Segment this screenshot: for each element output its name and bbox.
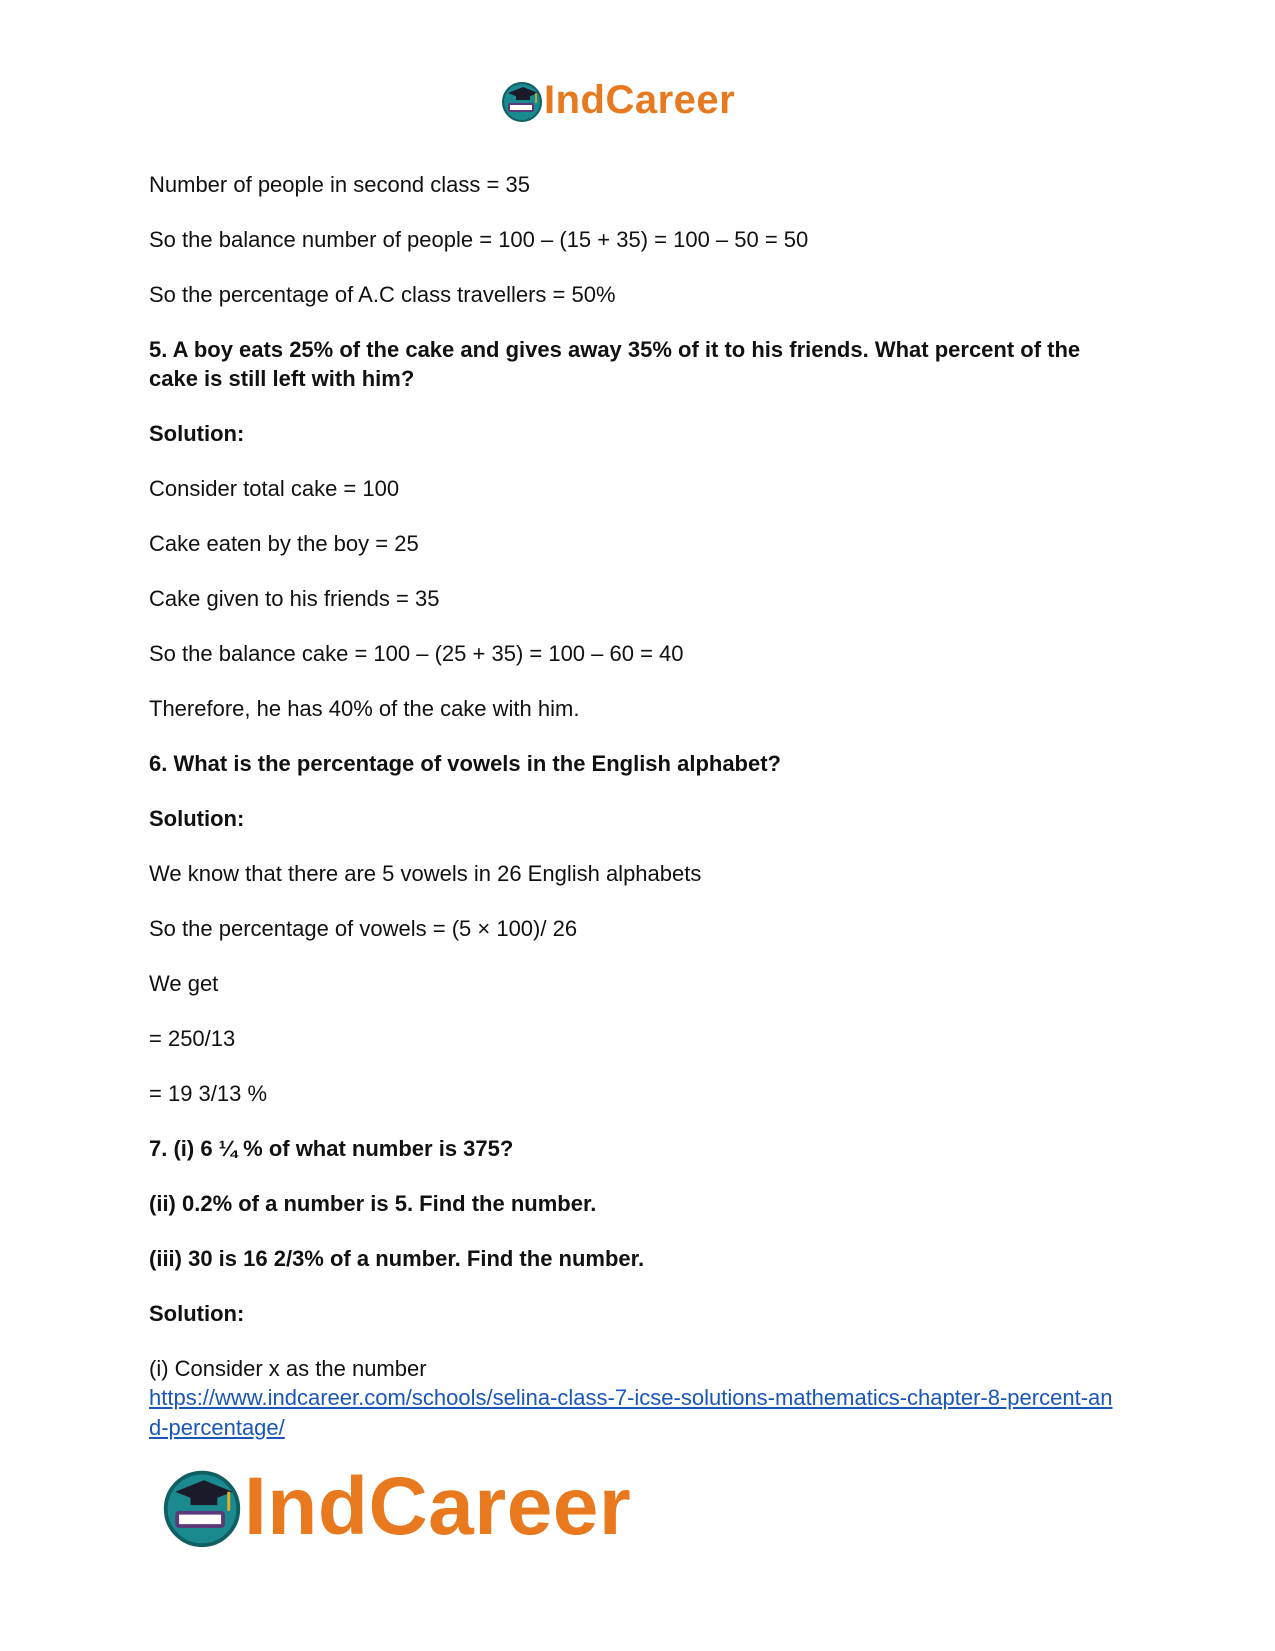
solution-line: Consider total cake = 100 <box>149 476 400 501</box>
solution-line: So the balance cake = 100 – (25 + 35) = 100 – 60 = 40 <box>149 641 684 666</box>
solution-line: Cake eaten by the boy = 25 <box>149 531 419 556</box>
solution-line: = 19 3/13 % <box>149 1081 268 1106</box>
text-line: So the balance number of people = 100 – (15 + 35) = 100 – 50 = 50 <box>149 227 809 252</box>
solution-line: Therefore, he has 40% of the cake with him. <box>149 696 580 721</box>
question-5: 5. A boy eats 25% of the cake and gives away 35% of it to his friends. What percent of the cake is still left with him? <box>149 337 1081 391</box>
solution-line: We know that there are 5 vowels in 26 English alphabets <box>149 861 702 886</box>
solution-label: Solution: <box>149 1301 245 1326</box>
text-line: So the percentage of A.C class travellers = 50% <box>149 282 616 307</box>
solution-line: (i) Consider x as the number <box>149 1356 427 1381</box>
solution-line: Cake given to his friends = 35 <box>149 586 440 611</box>
header-logo <box>500 78 735 123</box>
graduation-cap-book-globe-icon <box>500 79 544 123</box>
text-line: Number of people in second class = 35 <box>149 172 530 197</box>
solution-line: We get <box>149 971 219 996</box>
document-body <box>149 170 1124 1443</box>
graduation-cap-book-globe-icon <box>160 1465 244 1549</box>
solution-line: = 250/13 <box>149 1026 236 1051</box>
solution-label: Solution: <box>149 421 245 446</box>
solution-label: Solution: <box>149 806 245 831</box>
solution-line: So the percentage of vowels = (5 × 100)/ 26 <box>149 916 578 941</box>
footer-logo <box>160 1460 631 1554</box>
source-link[interactable]: https://www.indcareer.com/schools/selina-class-7-icse-solutions-mathematics-chapter-8-percent-and-percentage/ <box>149 1385 1113 1440</box>
question-7-part-i: 7. (i) 6 ¼ % of what number is 375? <box>149 1136 514 1161</box>
question-7-part-ii: (ii) 0.2% of a number is 5. Find the number. <box>149 1191 597 1216</box>
question-7-part-iii: (iii) 30 is 16 2/3% of a number. Find the number. <box>149 1246 645 1271</box>
header-logo-text: IndCareer <box>544 78 736 122</box>
question-6: 6. What is the percentage of vowels in the English alphabet? <box>149 751 781 776</box>
footer-logo-text: IndCareer <box>244 1461 632 1552</box>
